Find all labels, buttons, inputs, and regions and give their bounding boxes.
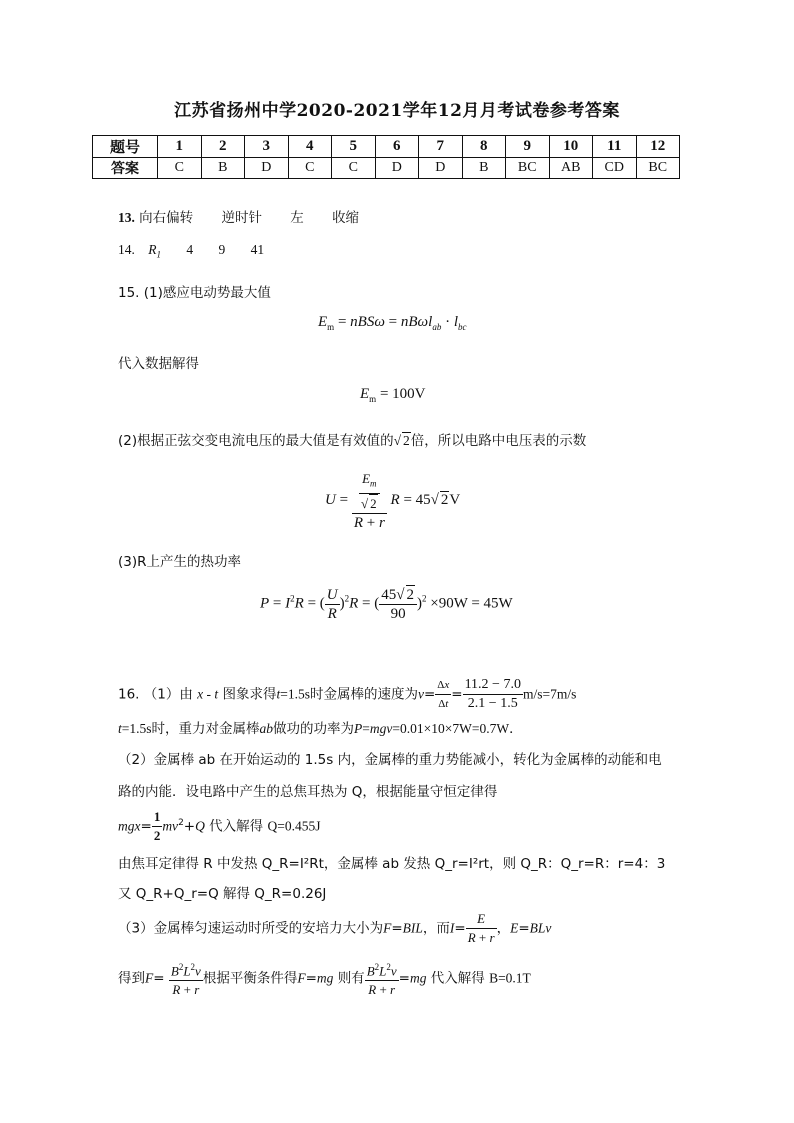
table-cell: 8 <box>462 136 506 158</box>
q15-eq4: $P = I^2R$ = ( $\frac{U}{R}$ )$^2$R = ( $\frac{45√ 2}{90}$ )$^2$ ×90W = 45W <box>260 586 513 622</box>
table-cell: B <box>462 158 506 179</box>
table-cell: 7 <box>419 136 463 158</box>
q16-line7: 又 Q_R+Q_r=Q 解得 Q_R=0.26J <box>118 886 327 902</box>
table-cell: 2 <box>201 136 245 158</box>
table-cell: D <box>245 158 289 179</box>
answer-table <box>92 135 680 179</box>
q15-part3-text: (3)R上产生的热功率 <box>118 554 242 570</box>
page-title: 江苏省扬州中学2020-2021学年12月月考试卷参考答案 <box>174 101 620 121</box>
table-cell: 9 <box>506 136 550 158</box>
row-label-number: 题号 <box>93 136 158 158</box>
q16-line4: 路的内能．设电路中产生的总焦耳热为 Q，根据能量守恒定律得 <box>118 784 498 800</box>
table-cell: 5 <box>332 136 376 158</box>
table-cell: C <box>158 158 202 179</box>
table-cell: BC <box>636 158 680 179</box>
table-cell: C <box>288 158 332 179</box>
q14-answer: 14. $R_1$ 4 9 41 <box>118 242 265 260</box>
q15-eq1: $E_m = nBS\omega = nB\omega l_{ab} \cdot l_{bc}$ <box>318 314 467 332</box>
q15-eq3: U = $\frac{\frac{E_m}{√ 2}}{R + r}$ R = 45√ 2V <box>325 471 461 531</box>
table-cell: 1 <box>158 136 202 158</box>
q15-eq2: $E_m = 100V$ <box>360 386 426 404</box>
table-cell: B <box>201 158 245 179</box>
table-cell: CD <box>593 158 637 179</box>
table-cell: 6 <box>375 136 419 158</box>
table-cell: 10 <box>549 136 593 158</box>
q15-part2-text: (2)根据正弦交变电流电压的最大值是有效值的√ 2倍，所以电路中电压表的示数 <box>118 433 587 449</box>
q16-line8: （3）金属棒匀速运动时所受的安培力大小为F=BIL，而I= $\frac{E}{R + r}$ ，E=BLv <box>118 911 552 945</box>
q16-line2: t=1.5s时，重力对金属棒ab做功的功率为P=mgv=0.01×10×7W=0.7W． <box>118 721 523 737</box>
q16-line6: 由焦耳定律得 R 中发热 Q_R=I²Rt，金属棒 ab 发热 Q_r=I²rt，则 Q_R：Q_r=R：r=4：3 <box>118 856 666 872</box>
table-cell: 11 <box>593 136 637 158</box>
row-label-answer: 答案 <box>93 158 158 179</box>
q16-line3: （2）金属棒 ab 在开始运动的 1.5s 内，金属棒的重力势能减小，转化为金属棒的动能和电 <box>118 752 662 768</box>
table-cell: BC <box>506 158 550 179</box>
table-cell: C <box>332 158 376 179</box>
q15-part1-text: 15. (1)感应电动势最大值 <box>118 285 271 301</box>
table-cell: 3 <box>245 136 289 158</box>
q16-line1: 16. （1）由 x - t 图象求得t=1.5s时金属棒的速度为v= $\frac{\Delta x}{\Delta t}$ = $\frac{11.2 - 7.0}{2.1 - 1.5}$ m/s=7m/s <box>118 677 577 711</box>
q16-line5: mgx= $\frac{1}{2}$ $mv^2+Q$ 代入解得 Q=0.455J <box>118 809 321 843</box>
q13-answer: 13. 向右偏转 逆时针 左 收缩 <box>118 210 360 226</box>
q16-line9: 得到F= $\frac{B^2L^2v}{R + r}$ 根据平衡条件得F=mg 则有 $\frac{B^2L^2v}{R + r}$ =mg 代入解得 B=0.1T <box>118 958 531 999</box>
table-cell: AB <box>549 158 593 179</box>
table-cell: 12 <box>636 136 680 158</box>
table-cell: D <box>419 158 463 179</box>
table-cell: 4 <box>288 136 332 158</box>
table-cell: D <box>375 158 419 179</box>
table-row-numbers <box>93 136 680 158</box>
table-row-answers <box>93 158 680 179</box>
q15-part1-note: 代入数据解得 <box>118 356 199 372</box>
